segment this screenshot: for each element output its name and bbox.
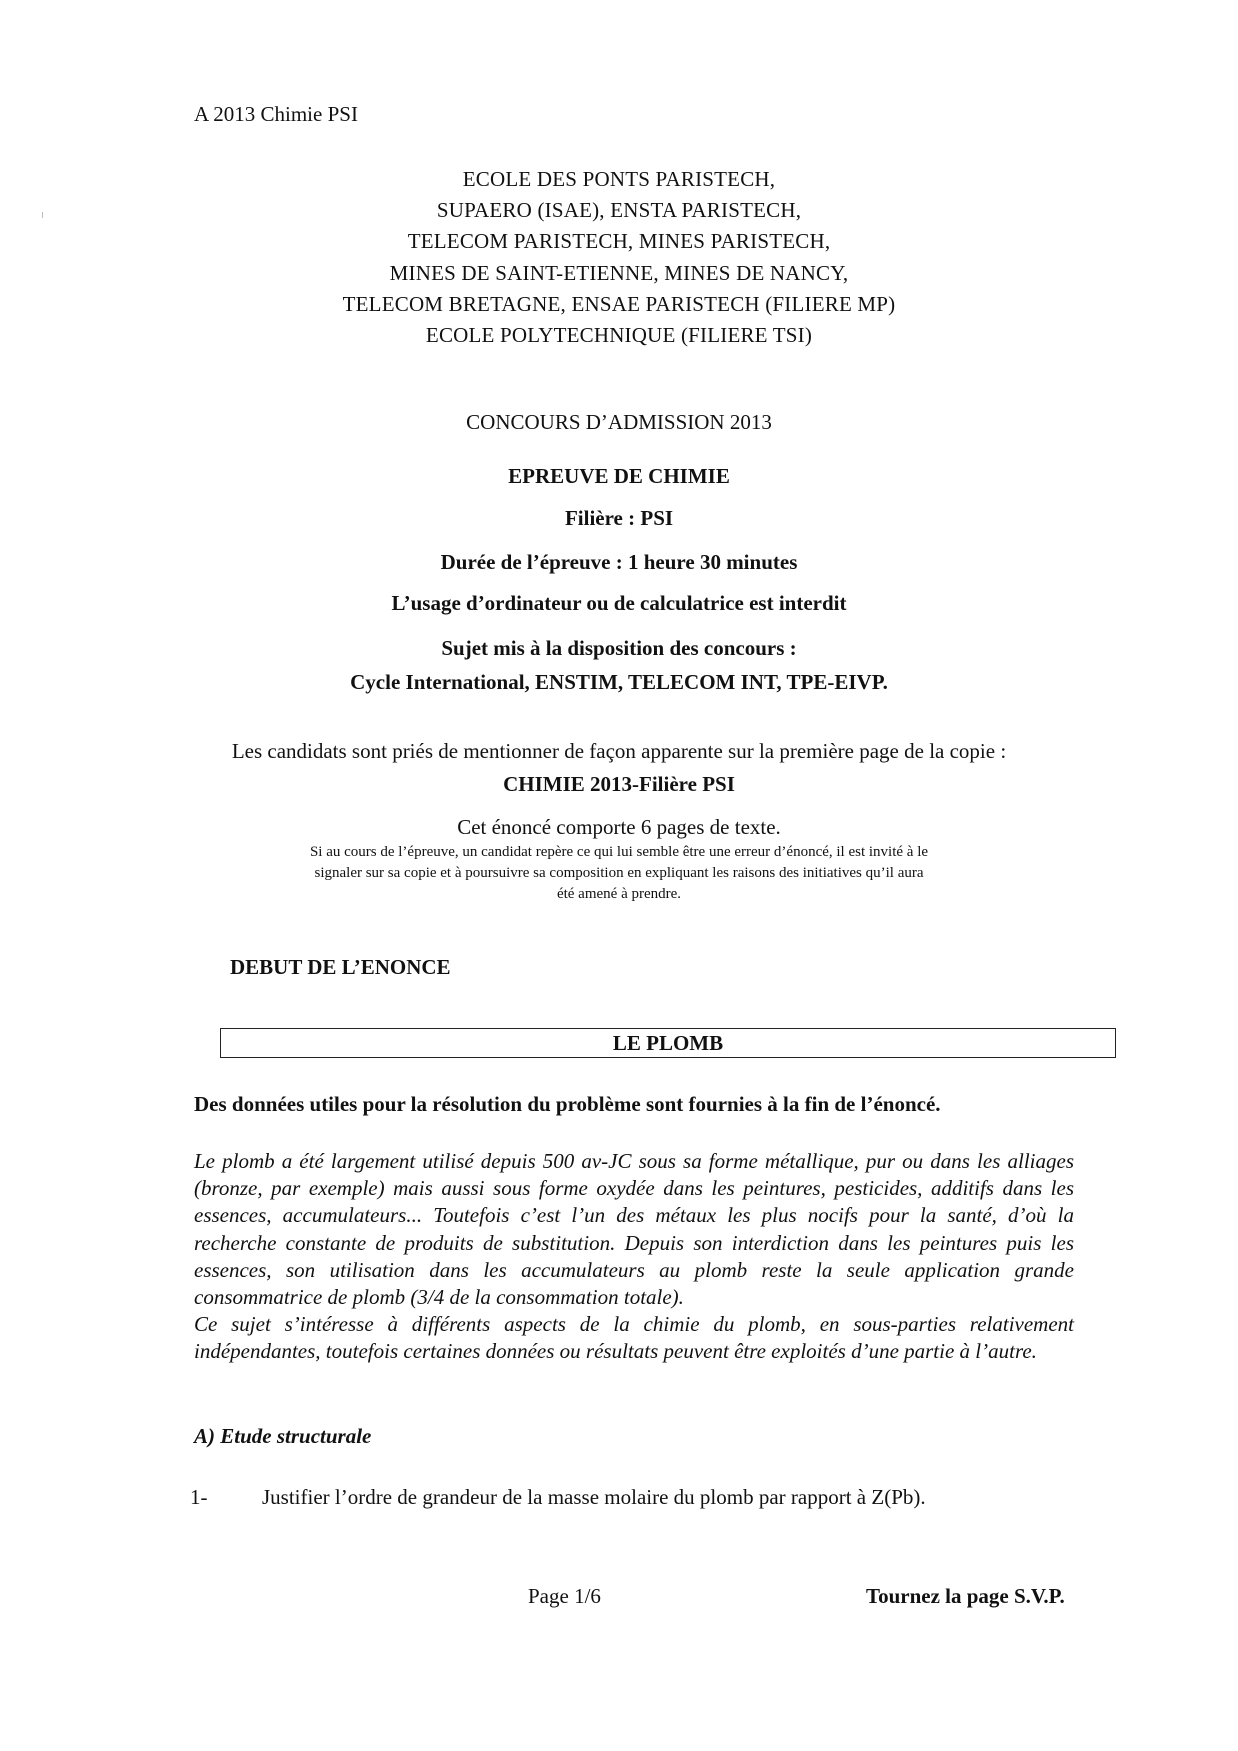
question-number: 1-	[190, 1485, 208, 1509]
donnees-note: Des données utiles pour la résolution du problème sont fournies à la fin de l’énoncé.	[194, 1092, 941, 1116]
exam-code: A 2013 Chimie PSI	[194, 102, 358, 126]
problem-title-box	[220, 1028, 1116, 1058]
epreuve-title: EPREUVE DE CHIMIE	[508, 464, 730, 488]
school-line: TELECOM BRETAGNE, ENSAE PARISTECH (FILIERE MP)	[342, 291, 896, 316]
duree-label: Durée de l’épreuve : 1 heure 30 minutes	[440, 550, 798, 574]
page-number: Page 1/6	[528, 1584, 601, 1608]
school-line: ECOLE DES PONTS PARISTECH,	[462, 167, 776, 191]
turn-page-note: Tournez la page S.V.P.	[866, 1584, 1065, 1608]
sujet-line-1: Sujet mis à la disposition des concours :	[441, 636, 797, 660]
debut-enonce: DEBUT DE L’ENONCE	[230, 955, 451, 979]
error-note	[0, 842, 1238, 905]
concours-title: CONCOURS D’ADMISSION 2013	[466, 410, 772, 434]
school-list	[0, 164, 1238, 351]
error-note-line: été amené à prendre.	[556, 886, 682, 902]
intro-paragraph: Le plomb a été largement utilisé depuis 500 av-JC sous sa forme métallique, pur ou dans les alliages (bronze, par exemple) mais aussi sous forme oxydée dans les peintures, pesticides, additifs dans les essences, accumulateurs... Toutefois c’est l’un des métaux les plus nocifs pour la santé, d’où la recherche constante de produits de substitution. Depuis son interdiction dans les peintures puis les essences, son utilisation dans les accumulateurs au plomb reste la seule application grande consommatrice de plomb (3/4 de la consommation totale).	[194, 1149, 1074, 1310]
page-count-note: Cet énoncé comporte 6 pages de texte.	[457, 815, 781, 839]
question-text: Justifier l’ordre de grandeur de la masse molaire du plomb par rapport à Z(Pb).	[262, 1485, 926, 1509]
section-heading: A) Etude structurale	[194, 1424, 372, 1448]
filiere-label: Filière : PSI	[564, 506, 674, 530]
problem-title: LE PLOMB	[612, 1031, 724, 1055]
usage-rule: L’usage d’ordinateur ou de calculatrice est interdit	[391, 591, 847, 615]
error-note-line: signaler sur sa copie et à poursuivre sa composition en expliquant les raisons des initiatives qu’il aura	[314, 865, 924, 881]
copy-label: CHIMIE 2013-Filière PSI	[503, 772, 735, 796]
sujet-line-2: Cycle International, ENSTIM, TELECOM INT, TPE-EIVP.	[350, 670, 888, 694]
school-line: ECOLE POLYTECHNIQUE (FILIERE TSI)	[425, 323, 813, 348]
school-line: MINES DE SAINT-ETIENNE, MINES DE NANCY,	[389, 260, 849, 285]
error-note-line: Si au cours de l’épreuve, un candidat repère ce qui lui semble être une erreur d’énoncé, il est invité à le	[309, 844, 929, 860]
intro-text	[194, 1148, 1074, 1366]
school-line: TELECOM PARISTECH, MINES PARISTECH,	[407, 229, 831, 254]
candidats-instruction: Les candidats sont priés de mentionner de façon apparente sur la première page de la copie :	[231, 739, 1007, 763]
school-line: SUPAERO (ISAE), ENSTA PARISTECH,	[436, 198, 802, 223]
intro-paragraph: Ce sujet s’intéresse à différents aspects de la chimie du plomb, en sous-parties relativement indépendantes, toutefois certaines données ou résultats peuvent être exploités d’une partie à l’autre.	[194, 1312, 1074, 1364]
